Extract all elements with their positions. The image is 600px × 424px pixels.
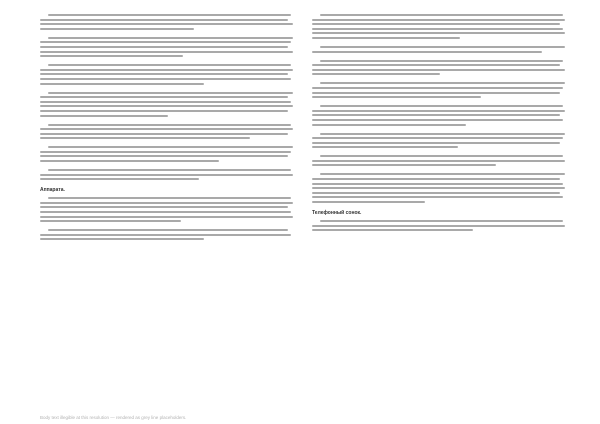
text-line-placeholder (312, 229, 473, 231)
text-line-placeholder (40, 216, 293, 218)
text-line-placeholder (320, 220, 563, 222)
text-line-placeholder (40, 151, 291, 153)
paragraph (40, 124, 296, 140)
text-line-placeholder (312, 37, 460, 39)
text-line-placeholder (312, 69, 565, 71)
text-line-placeholder (40, 220, 181, 222)
text-line-placeholder (48, 14, 291, 16)
text-line-placeholder (320, 14, 563, 16)
text-line-placeholder (312, 196, 563, 198)
paragraph (312, 60, 568, 76)
text-line-placeholder (312, 73, 440, 75)
text-line-placeholder (40, 202, 293, 204)
text-line-placeholder (40, 46, 288, 48)
text-line-placeholder (312, 64, 560, 66)
text-line-placeholder (40, 110, 288, 112)
text-line-placeholder (40, 78, 291, 80)
text-line-placeholder (40, 73, 288, 75)
paragraph (312, 82, 568, 98)
text-line-placeholder (312, 225, 565, 227)
text-line-placeholder (40, 105, 293, 107)
paragraph (312, 14, 568, 39)
paragraph (312, 155, 568, 166)
text-line-placeholder (312, 119, 563, 121)
right-text-column (312, 14, 568, 414)
text-line-placeholder (48, 197, 291, 199)
text-line-placeholder (40, 160, 219, 162)
left-text-column (40, 14, 296, 414)
text-line-placeholder (48, 124, 291, 126)
paragraph (312, 133, 568, 149)
text-line-placeholder (40, 206, 288, 208)
text-line-placeholder (40, 178, 199, 180)
text-line-placeholder (40, 137, 250, 139)
text-line-placeholder (40, 133, 288, 135)
text-line-placeholder (40, 23, 293, 25)
text-line-placeholder (312, 178, 560, 180)
section-heading: Телефонный сонок. (312, 210, 362, 217)
text-line-placeholder (312, 23, 560, 25)
text-line-placeholder (48, 146, 293, 148)
text-line-placeholder (312, 137, 563, 139)
paragraph (40, 92, 296, 117)
text-line-placeholder (320, 155, 563, 157)
text-line-placeholder (40, 101, 291, 103)
text-line-placeholder (312, 28, 563, 30)
paragraph (312, 173, 568, 203)
paragraph (40, 64, 296, 84)
text-line-placeholder (48, 229, 288, 231)
text-line-placeholder (312, 114, 560, 116)
text-line-placeholder (40, 69, 293, 71)
text-line-placeholder (320, 133, 565, 135)
paragraph (40, 14, 296, 30)
text-line-placeholder (40, 238, 204, 240)
text-line-placeholder (312, 146, 458, 148)
text-line-placeholder (312, 201, 425, 203)
text-line-placeholder (312, 164, 496, 166)
text-line-placeholder (40, 41, 291, 43)
text-line-placeholder (312, 32, 565, 34)
text-line-placeholder (320, 60, 563, 62)
paragraph (312, 105, 568, 125)
text-line-placeholder (312, 160, 565, 162)
section-heading: Аппарата. (40, 187, 65, 194)
text-line-placeholder (312, 92, 560, 94)
text-line-placeholder (40, 115, 168, 117)
text-line-placeholder (48, 64, 291, 66)
text-line-placeholder (320, 46, 565, 48)
paragraph (40, 169, 296, 180)
paragraph (40, 229, 296, 240)
text-line-placeholder (40, 155, 288, 157)
text-line-placeholder (48, 37, 293, 39)
text-line-placeholder (40, 128, 293, 130)
paragraph (40, 146, 296, 162)
text-line-placeholder (312, 187, 565, 189)
paragraph (312, 46, 568, 53)
text-line-placeholder (320, 82, 565, 84)
text-line-placeholder (40, 211, 291, 213)
text-line-placeholder (40, 55, 183, 57)
text-line-placeholder (320, 173, 565, 175)
text-line-placeholder (312, 87, 563, 89)
text-line-placeholder (40, 19, 288, 21)
paragraph (312, 220, 568, 231)
text-line-placeholder (40, 96, 288, 98)
text-line-placeholder (48, 92, 293, 94)
paragraph (40, 37, 296, 57)
text-line-placeholder (312, 183, 563, 185)
text-line-placeholder (312, 110, 565, 112)
text-line-placeholder (40, 83, 204, 85)
text-line-placeholder (312, 142, 560, 144)
illegible-text-note: Body text illegible at this resolution — rendered as grey line placeholders. (40, 415, 187, 420)
text-line-placeholder (312, 19, 565, 21)
text-line-placeholder (312, 124, 466, 126)
text-line-placeholder (40, 174, 293, 176)
text-line-placeholder (40, 234, 291, 236)
text-line-placeholder (320, 105, 563, 107)
text-line-placeholder (40, 28, 194, 30)
paragraph (40, 197, 296, 222)
text-line-placeholder (312, 51, 542, 53)
text-line-placeholder (40, 51, 293, 53)
text-line-placeholder (48, 169, 291, 171)
text-line-placeholder (312, 192, 560, 194)
text-line-placeholder (312, 96, 481, 98)
